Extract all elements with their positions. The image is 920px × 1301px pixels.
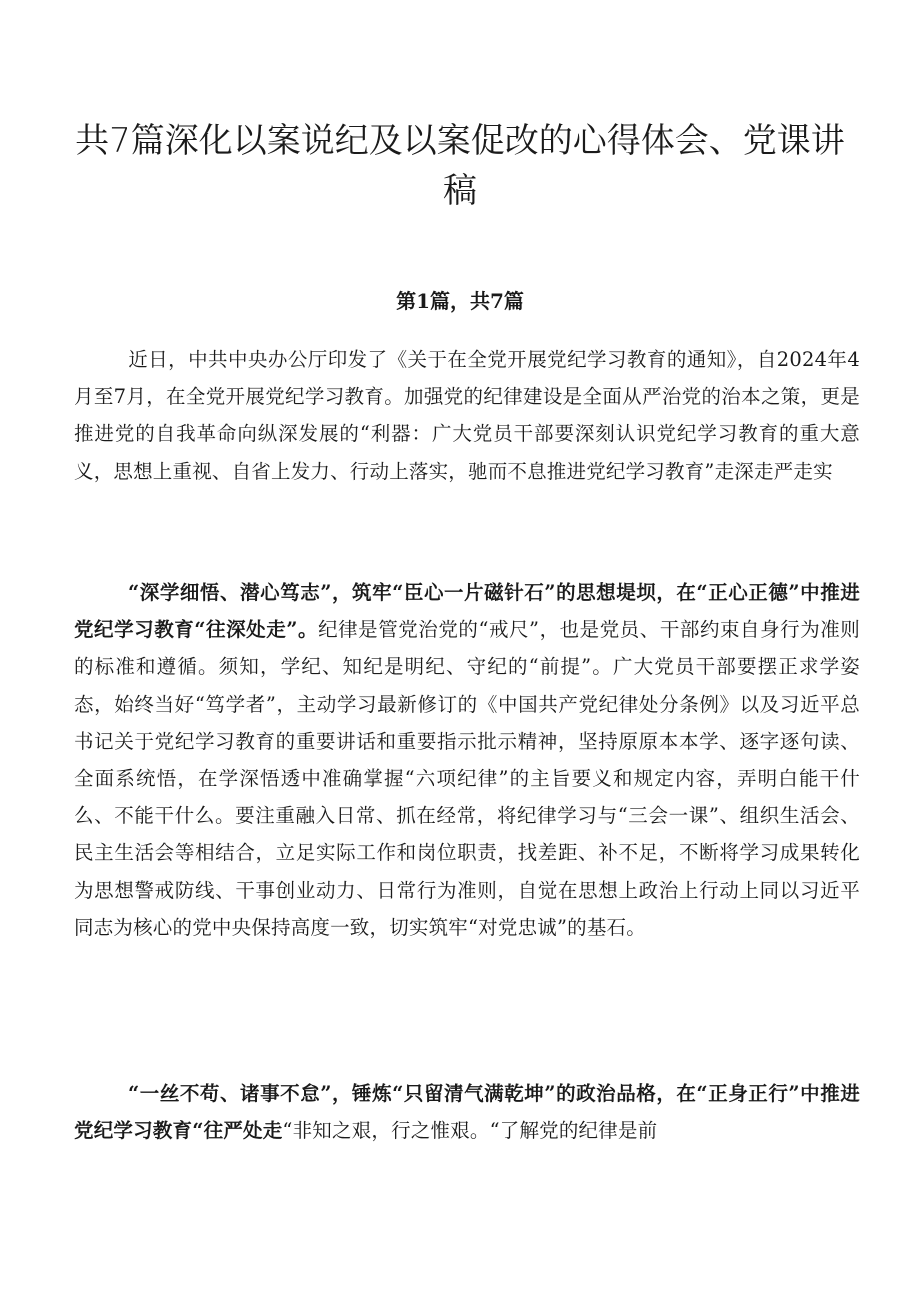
document-title: 共7篇深化以案说纪及以案促改的心得体会、党课讲稿	[75, 121, 845, 211]
paragraph-3-lead: “一丝不苟、诸事不怠”，锤炼“只留清气满乾坤”的政治品格，在“正身正行”中推进党纪学习教育“往严处走	[74, 1082, 860, 1143]
paragraph-3	[74, 1075, 860, 1149]
paragraph-2	[74, 574, 860, 946]
paragraph-1	[74, 341, 860, 490]
paragraph-3-text: “非知之艰，行之惟艰。“了解党的纪律是前	[282, 1119, 658, 1143]
paragraph-2-lead: “深学细悟、潜心笃志”，筑牢“臣心一片磁针石”的思想堤坝，在“正心正德”中推进党纪学习教育“往深处走”。	[74, 581, 860, 642]
section-heading: 第1篇，共7篇	[396, 289, 524, 313]
paragraph-2-text: 纪律是管党治党的“戒尺”，也是党员、干部约束自身行为准则的标准和遵循。须知，学纪、知纪是明纪、守纪的“前提”。广大党员干部要摆正求学姿态，始终当好“笃学者”，主动学习最新修订的《中国共产党纪律处分条例》以及习近平总书记关于党纪学习教育的重要讲话和重要指示批示精神，坚持原原本本学、逐字逐句读、全面系统悟，在学深悟透中准确掌握“六项纪律”的主旨要义和规定内容，弄明白能干什么、不能干什么。要注重融入日常、抓在经常，将纪律学习与“三会一课”、组织生活会、民主生活会等相结合，立足实际工作和岗位职责，找差距、补不足，不断将学习成果转化为思想警戒防线、干事创业动力、日常行为准则，自觉在思想上政治上行动上同以习近平同志为核心的党中央保持高度一致，切实筑牢“对党忠诚”的基石。	[74, 618, 860, 939]
paragraph-1-text: 近日，中共中央办公厅印发了《关于在全党开展党纪学习教育的通知》，自2024年4月至7月，在全党开展党纪学习教育。加强党的纪律建设是全面从严治党的治本之策，更是推进党的自我革命向纵深发展的“利器：广大党员干部要深刻认识党纪学习教育的重大意义，思想上重视、自省上发力、行动上落实，驰而不息推进党纪学习教育”走深走严走实	[74, 348, 860, 483]
